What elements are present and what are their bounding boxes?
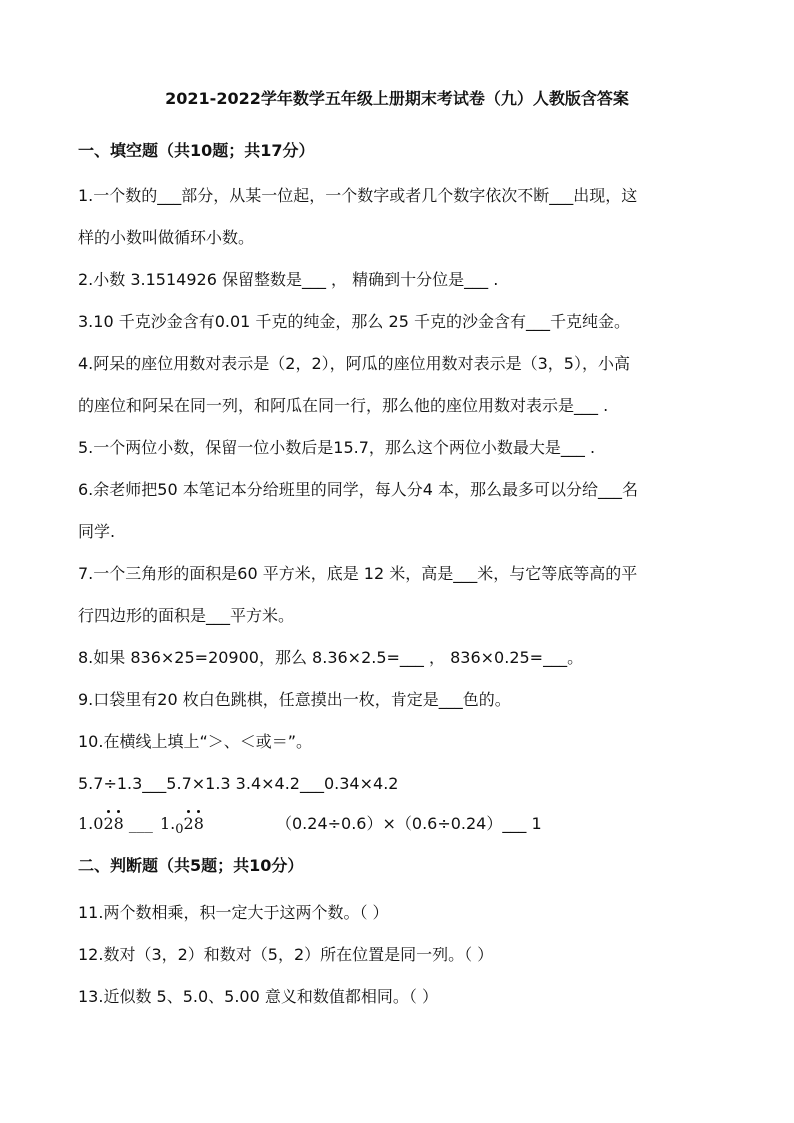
repeating-decimal-a-lead: 1.0 [78, 814, 104, 833]
question-10-compare-row-1: 5.7÷1.3___5.7×1.3 3.4×4.2___0.34×4.2 [78, 774, 399, 793]
question-12: 12.数对（3，2）和数对（5，2）所在位置是同一列。（ ） [78, 945, 494, 964]
question-7-line-1: 7.一个三角形的面积是60 平方米，底是 12 米，高是___米，与它等底等高的平 [78, 564, 638, 583]
repeating-decimal-a-blank: ___ [123, 814, 153, 833]
question-6-line-1: 6.余老师把50 本笔记本分给班里的同学，每人分4 本，那么最多可以分给___名 [78, 480, 638, 499]
question-5: 5.一个两位小数，保留一位小数后是15.7，那么这个两位小数最大是___ . [78, 438, 596, 457]
question-1-line-1: 1.一个数的___部分，从某一位起，一个数字或者几个数字依次不断___出现，这 [78, 186, 638, 205]
question-9: 9.口袋里有20 枚白色跳棋，任意摸出一枚，肯定是___色的。 [78, 690, 511, 709]
question-4-line-1: 4.阿呆的座位用数对表示是（2，2），阿瓜的座位用数对表示是（3，5），小高 [78, 354, 630, 373]
section-heading-fill-blank: 一、填空题（共10题；共17分） [78, 141, 315, 160]
repeating-digit-dot: 2 [103, 814, 114, 833]
question-6-line-2: 同学. [78, 522, 116, 541]
repeating-digit-dot: 8 [193, 814, 204, 833]
question-2: 2.小数 3.1514926 保留整数是___ ， 精确到十分位是___ . [78, 270, 499, 289]
question-1-line-2: 样的小数叫做循环小数。 [78, 228, 255, 247]
question-10: 10.在横线上填上“＞、＜或＝”。 [78, 732, 313, 751]
repeating-digit-dot: 2 [183, 814, 194, 833]
question-4-line-2: 的座位和阿呆在同一列，和阿瓜在同一行，那么他的座位用数对表示是___ . [78, 396, 609, 415]
question-10-compare-row-2: （0.24÷0.6）×（0.6÷0.24）___ 1 [276, 814, 542, 833]
question-11: 11.两个数相乘，积一定大于这两个数。（ ） [78, 903, 389, 922]
repeating-decimal-b-lead: 1. [160, 814, 176, 833]
question-13: 13.近似数 5、5.0、5.00 意义和数值都相同。（ ） [78, 987, 438, 1006]
question-8: 8.如果 836×25=20900，那么 8.36×2.5=___ ， 836×0.25=___。 [78, 648, 584, 667]
repeating-digit-dot: 8 [113, 814, 124, 833]
document-title: 2021-2022学年数学五年级上册期末考试卷（九）人教版含答案 [165, 89, 629, 108]
repeating-decimal-a [78, 814, 153, 834]
question-7-line-2: 行四边形的面积是___平方米。 [78, 606, 295, 625]
repeating-decimal-b-subscript: 0 [175, 822, 184, 837]
section-heading-true-false: 二、判断题（共5题；共10分） [78, 856, 304, 875]
question-3: 3.10 千克沙金含有0.01 千克的纯金，那么 25 千克的沙金含有___千克纯金。 [78, 312, 630, 331]
repeating-decimal-b [160, 814, 204, 836]
